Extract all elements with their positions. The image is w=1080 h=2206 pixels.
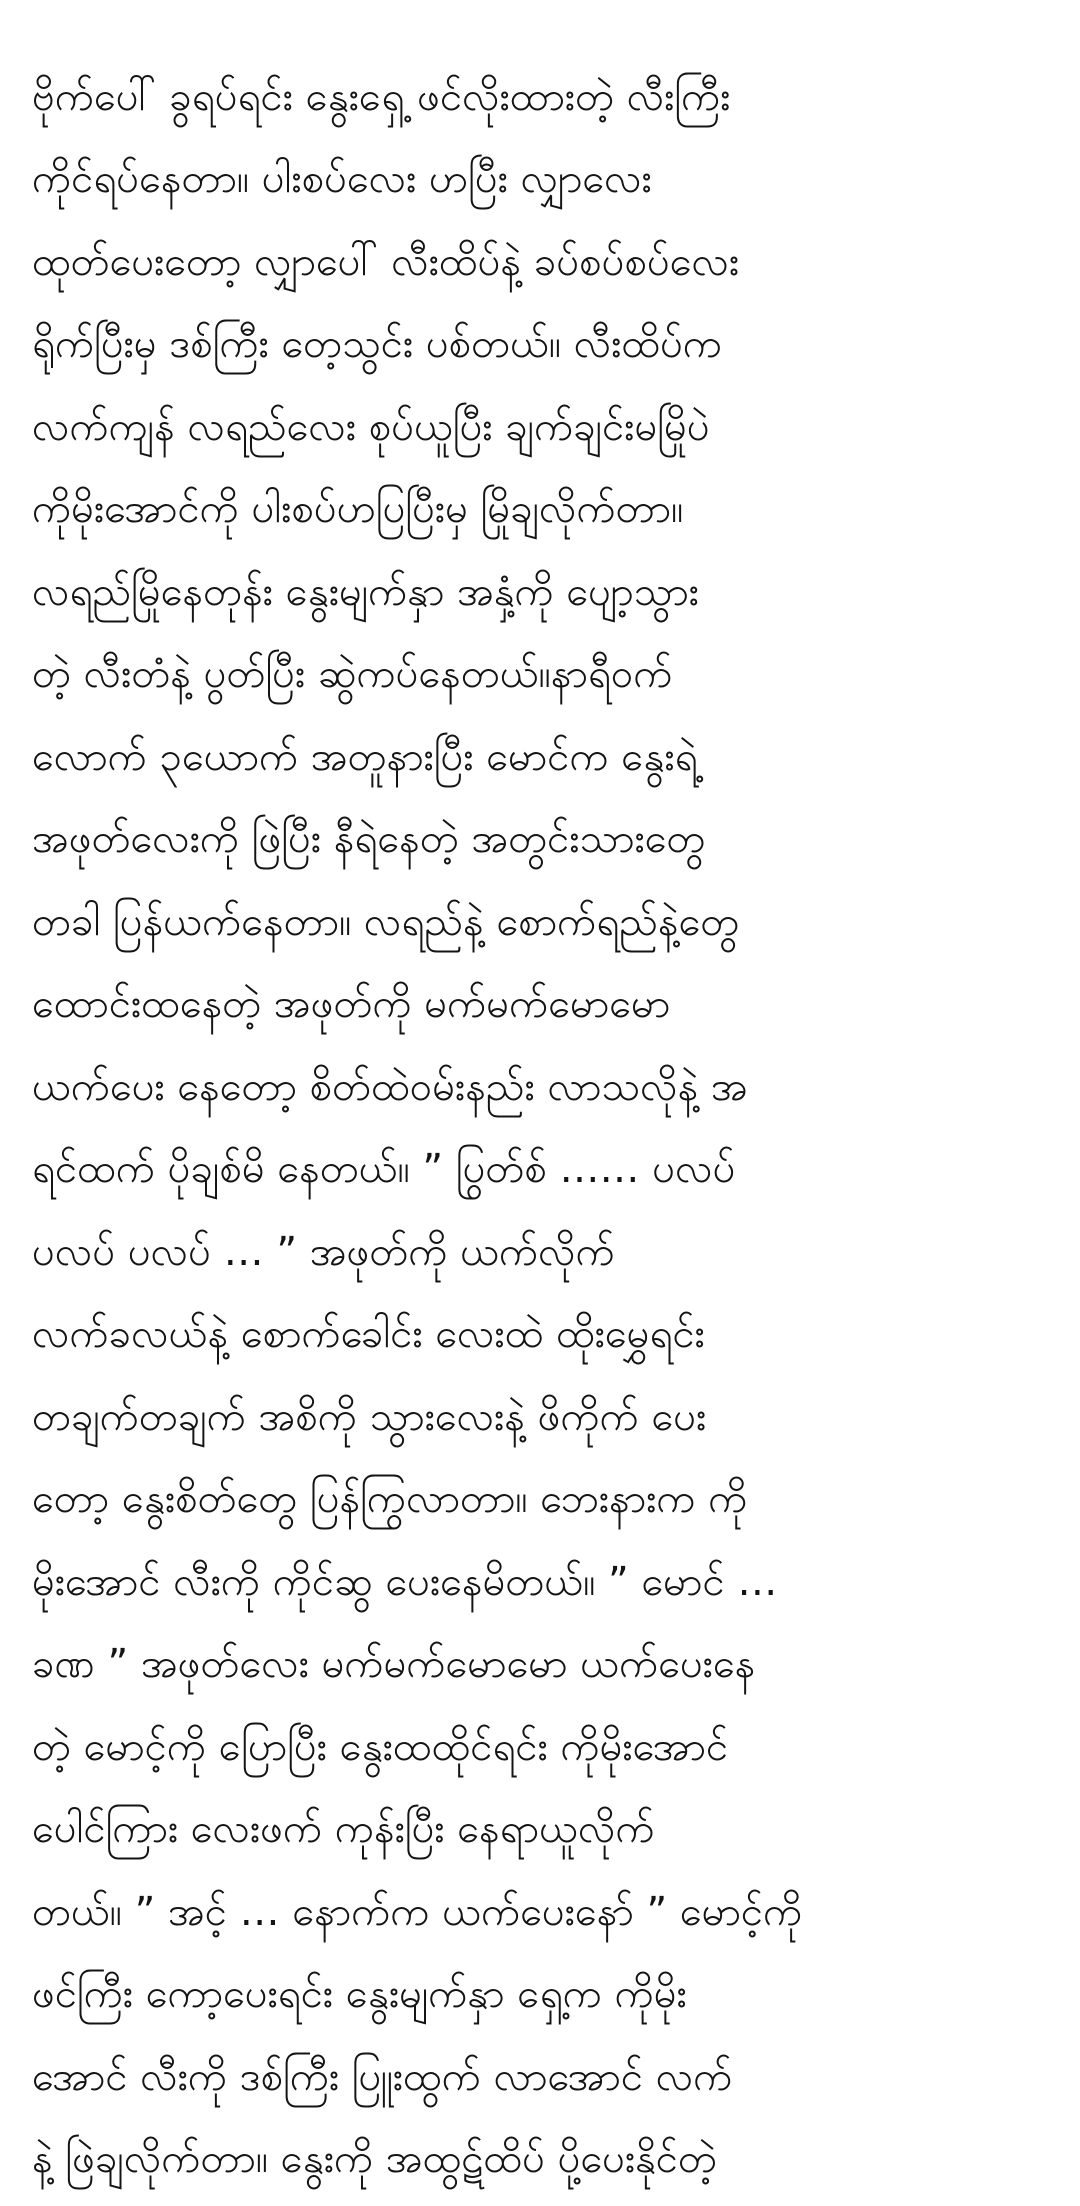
- story-line: ကိုင်ရပ်နေတာ။ ပါးစပ်လေး ဟပြီး လျှာလေး: [32, 156, 652, 202]
- story-line: ရိုက်ပြီးမှ ဒစ်ကြီး တေ့သွင်း ပစ်တယ်။ လီးထိပ်က: [32, 321, 723, 367]
- story-line: တယ်။ ” အင့် … နောက်က ယက်ပေးနော် ” မောင့်ကို: [32, 1888, 803, 1935]
- story-line: တဲ့ မောင့်ကို ပြောပြီး နွေးထထိုင်ရင်း ကိုမိုးအောင်: [32, 1723, 729, 1770]
- story-line: ကိုမိုးအောင်ကို ပါးစပ်ဟပြပြီးမှ မြိုချလိုက်တာ။: [32, 486, 684, 532]
- story-line: ဖင်ကြီး ကော့ပေးရင်း နွေးမျက်နှာ ရှေ့က ကိုမိုး: [32, 1971, 687, 2017]
- story-line: လက်ကျန် လရည်လေး စုပ်ယူပြီး ချက်ချင်းမမြိုပဲ: [32, 403, 710, 450]
- story-line: လရည်မြိုနေတုန်း နွေးမျက်နှာ အနှံ့ကို ပျော့သွား: [32, 568, 699, 615]
- story-line-clipped-bottom: [32, 2201, 1056, 2206]
- story-line: တခါ ပြန်ယက်နေတာ။ လရည်နဲ့ စောက်ရည်နဲ့တွေ: [32, 898, 740, 945]
- story-line: ပလပ် ပလပ် … ” အဖုတ်ကို ယက်လိုက်: [32, 1228, 615, 1275]
- story-line: လောက် ၃ယောက် အတူနားပြီး မောင်က နွေးရဲ့: [32, 733, 698, 780]
- story-text: [32, 0, 1056, 2206]
- story-line: ဗိုက်ပေါ် ခွရပ်ရင်း နွေးရှေ့ ဖင်လိုးထားတဲ့ လီးကြီး: [32, 73, 731, 120]
- story-line: ပေါင်ကြား လေးဖက် ကုန်းပြီး နေရာယူလိုက်: [32, 1806, 655, 1852]
- story-line: ယက်ပေး နေတော့ စိတ်ထဲဝမ်းနည်း လာသလိုနဲ့ အ: [32, 1063, 748, 1110]
- story-line: နဲ့ ဖြဲချလိုက်တာ။ နွေးကို အထွဋ်ထိပ် ပို့ပေးနိုင်တဲ့: [32, 2136, 717, 2182]
- story-line: အောင် လီးကို ဒစ်ကြီး ပြူးထွက် လာအောင် လက်: [32, 2053, 733, 2100]
- story-line-clipped-top: [32, 0, 1056, 56]
- story-line: တချက်တချက် အစိကို သွားလေးနဲ့ ဖိကိုက် ပေး: [32, 1393, 707, 1440]
- story-line: အဖုတ်လေးကို ဖြဲပြီး နီရဲနေတဲ့ အတွင်းသားတွေ: [32, 816, 706, 862]
- story-line: ထောင်းထနေတဲ့ အဖုတ်ကို မက်မက်မောမော: [32, 981, 671, 1027]
- story-line: တဲ့ လီးတံနဲ့ ပွတ်ပြီး ဆွဲကပ်နေတယ်။နာရီဝက်: [32, 651, 673, 697]
- story-line: ခဏ ” အဖုတ်လေး မက်မက်မောမော ယက်ပေးနေ: [32, 1641, 756, 1687]
- story-line: ရင်ထက် ပိုချစ်မိ နေတယ်။ ” ပြွတ်စ် …… ပလပ်: [32, 1146, 736, 1192]
- story-line: မိုးအောင် လီးကို ကိုင်ဆွ ပေးနေမိတယ်။ ” မောင် …: [32, 1558, 778, 1605]
- story-line: ထုတ်ပေးတော့ လျှာပေါ် လီးထိပ်နဲ့ ခပ်စပ်စပ်လေး: [32, 238, 740, 285]
- story-line: လက်ခလယ်နဲ့ စောက်ခေါင်း လေးထဲ ထိုးမွှေရင်း: [32, 1311, 705, 1357]
- story-line: တော့ နွေးစိတ်တွေ ပြန်ကြွလာတာ။ ဘေးနားက ကို: [32, 1476, 748, 1522]
